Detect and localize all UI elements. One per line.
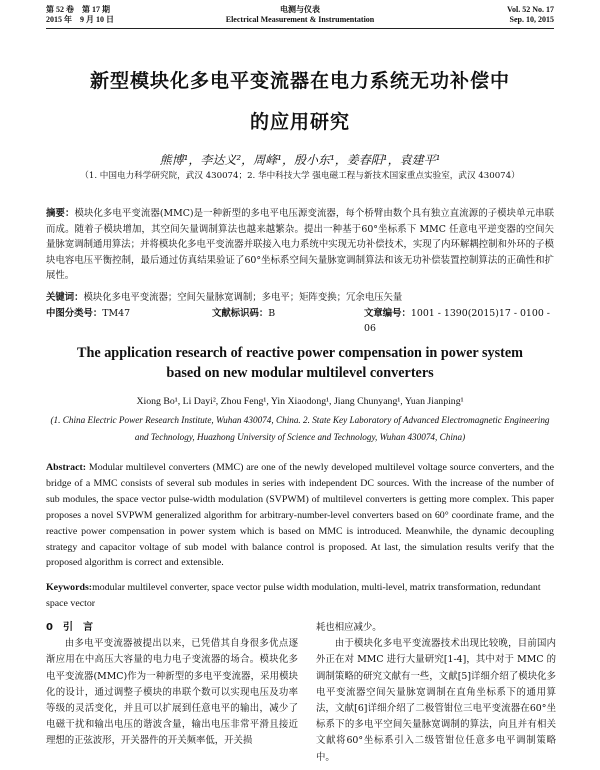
abstract-en bbox=[46, 460, 554, 571]
intro-paragraph-2: 由于模块化多电平变流器技术出现比较晚，目前国内外正在对 MMC 进行大量研究[1-4]，其中对于 MMC 的调制策略的研究文献有一些，文献[5]详细介绍了模块化多电平变流器空间矢量脉宽调制在直角坐标系下的通用算法，文献[6]详细介绍了二极管钳位三电平变流器在60°坐标系下的多电平空间矢量脉宽调制的算法，向且并有相关文献将60°坐标系引入二级管钳位任意多电平调制策略中。 bbox=[316, 638, 556, 763]
header-vol-en: Vol. 52 No. 17 bbox=[506, 5, 554, 14]
affiliation-zh: （1. 中国电力科学研究院，武汉 430074；2. 华中科技大学 强电磁工程与新技术国家重点实验室，武汉 430074） bbox=[80, 171, 520, 181]
article-number bbox=[364, 306, 554, 336]
authors-en: Xiong Bo¹, Li Dayi², Zhou Feng¹, Yin Xiaodong¹, Jiang Chunyang¹, Yuan Jianping¹ bbox=[136, 396, 464, 407]
running-header bbox=[46, 4, 554, 29]
header-volume-line: 第 52 卷 第 17 期 bbox=[46, 5, 110, 14]
doc-code-label: 文献标识码： bbox=[212, 308, 269, 319]
title-en bbox=[46, 343, 554, 383]
keywords-zh-label: 关键词： bbox=[46, 292, 84, 303]
body-column-right bbox=[316, 620, 556, 766]
title-zh-line2: 的应用研究 bbox=[249, 111, 350, 133]
abstract-zh bbox=[46, 206, 554, 284]
abstract-en-text: Modular multilevel converters (MMC) are one of the newly developed multilevel voltage source converters, and the bridge of a MMC consists of several sub modules in series with independent DC sources. With the increase of the number of sub modules, the space vector pulse-width modulation (SVPWM) of multilevel converters is getting more complex. This paper proposes a novel SVPWM generalized algorithm for arbitrary-number-level converters based on 60° coordinate frame, and the reactive power compensation in power system which is based on MMC is introduced. Meanwhile, the dynamic decoupling strategy and capacitor voltage of sub model with balance control is proposed. At last, the simulation results verify that the proposed algorithm is correct and extensible. bbox=[46, 462, 554, 569]
body-column-left bbox=[46, 620, 298, 750]
intro-continuation: 耗也相应减少。 bbox=[316, 622, 382, 633]
keywords-en-label: Keywords: bbox=[46, 582, 93, 593]
keywords-zh-text: 模块化多电平变流器；空间矢量脉宽调制；多电平；矩阵变换；冗余电压矢量 bbox=[83, 292, 403, 303]
header-date-line: 2015 年 9 月 10 日 bbox=[46, 15, 114, 24]
clc-label: 中图分类号： bbox=[46, 308, 103, 319]
header-issue bbox=[507, 5, 554, 25]
section-heading: 0 引 言 bbox=[46, 622, 93, 633]
header-date-en: Sep. 10, 2015 bbox=[509, 15, 554, 24]
keywords-en bbox=[46, 580, 554, 611]
journal-name-en: Electrical Measurement & Instrumentation bbox=[225, 15, 375, 24]
keywords-en-text: modular multilevel converter, space vector pulse width modulation, multi-level, matrix transformation, redundant space vector bbox=[46, 582, 541, 609]
classification-row bbox=[46, 306, 554, 334]
journal-name-zh: 电测与仪表 bbox=[280, 5, 320, 14]
authors-zh: 熊博¹，李达义²，周峰¹，殷小东¹，姜春阳¹，袁建平¹ bbox=[159, 153, 441, 167]
title-en-line2: based on new modular multilevel converters bbox=[166, 365, 434, 381]
doc-code bbox=[212, 306, 275, 321]
abstract-zh-label: 摘要： bbox=[46, 208, 75, 219]
title-zh-line1: 新型模块化多电平变流器在电力系统无功补偿中 bbox=[89, 70, 510, 92]
intro-paragraph-1: 由多电平变流器被提出以来，已凭借其自身很多优点逐渐应用在中高压大容量的电力电子变流器的场合。模块化多电平变流器(MMC)作为一种新型的多电平变流器，采用模块化的设计，通过调整子模块的串联个数可以实现电压及功率等级的灵活变化，并且可以扩展到任意电平的输出，减少了电磁干扰和输出电压的谐波含量，输出电压非常平滑且接近理想的正弦波形，开关器件的开关频率低，开关损 bbox=[46, 638, 298, 747]
abstract-zh-text: 模块化多电平变流器(MMC)是一种新型的多电平电压源变流器，每个桥臂由数个具有独立直流源的子模块单元串联而成。随着子模块增加，其空间矢量调制算法也越来越繁杂。提出一种基于60°坐标系下 MMC 任意电平逆变器的空间矢量脉宽调制通用算法；并将模块化多电平变流器并联接入电力系统中实现无功补偿技术，实现了内环解耦控制和外环的子模块电容电压平衡控制，最后通过仿真结果验证了60°坐标系空间矢量脉宽调制算法和该无功补偿装置控制算法的正确性和扩展性。 bbox=[46, 208, 554, 282]
abstract-en-label: Abstract: bbox=[46, 462, 87, 473]
article-no-value: 1001 - 1390(2015)17 - 0100 - 06 bbox=[364, 308, 550, 334]
title-en-line1: The application research of reactive power compensation in power system bbox=[77, 345, 523, 361]
clc-code bbox=[46, 306, 130, 321]
affiliation-en: (1. China Electric Power Research Institute, Wuhan 430074, China. 2. State Key Laboratory of Advanced Electromagnetic Engineering and Technology, Huazhong University of Science and Technology, Wuhan 430074, China) bbox=[50, 415, 550, 442]
doc-code-value: B bbox=[268, 308, 276, 319]
keywords-zh bbox=[46, 290, 554, 305]
clc-value: TM47 bbox=[102, 308, 131, 319]
article-no-label: 文章编号： bbox=[364, 308, 411, 319]
header-journal bbox=[46, 5, 554, 25]
